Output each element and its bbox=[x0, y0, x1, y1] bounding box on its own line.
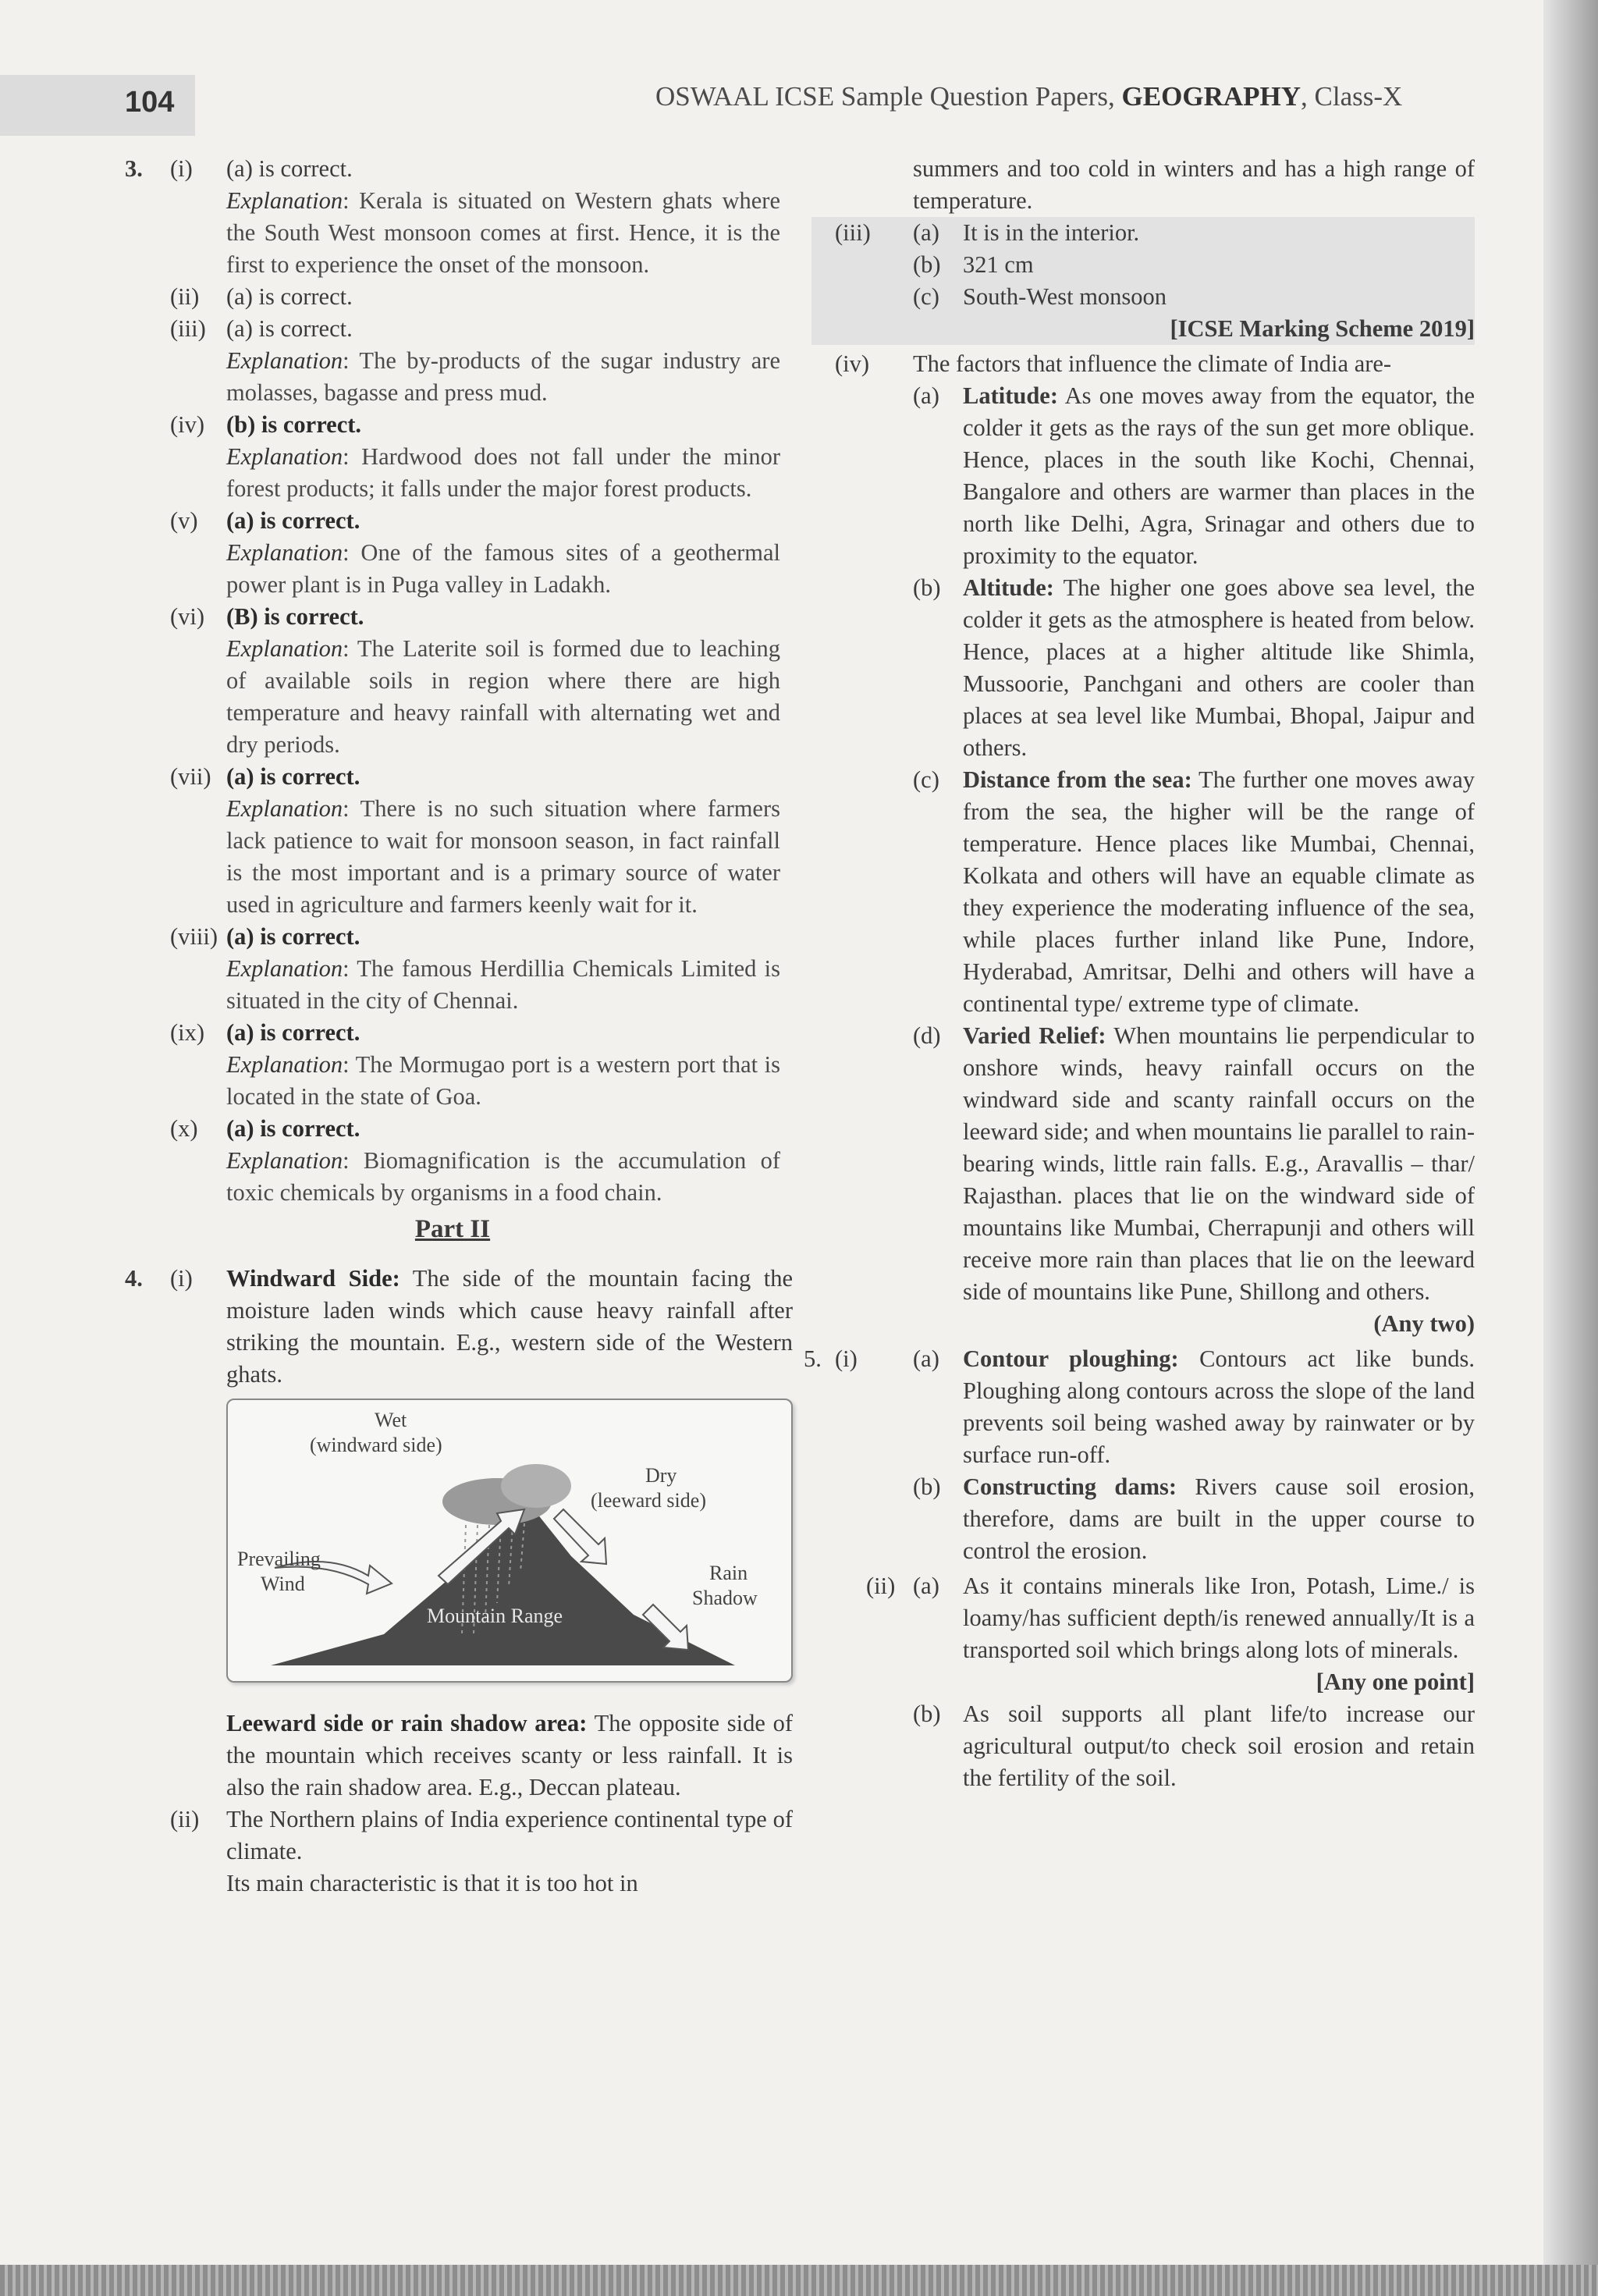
roman-number: (iv) bbox=[170, 411, 205, 438]
list-item: (c) Distance from the sea: The further one moves away from the sea, the higher will be the range of temperature. Hence places like Mumbai, Chennai, Kolkata and others will have an equable climate as they experience the moderating influence of the sea, while places further inland like Pune, Indore, Hyderabad, Amritsar, Delhi and others will have a continental type/ extreme type of climate. bbox=[913, 766, 1475, 1017]
answer-text: (a) is correct. bbox=[226, 315, 353, 342]
diagram-label-dry: Dry bbox=[645, 1464, 677, 1487]
leeward-text: The opposite side of the mountain which receives scanty or less rainfall. It is also the rain shadow area. E.g., Deccan plateau. bbox=[226, 1710, 793, 1800]
explanation-text: : The Mormugao port is a western port that is located in the state of Goa. bbox=[226, 1051, 780, 1110]
roman-number: (iii) bbox=[835, 219, 871, 246]
rain-shadow-diagram bbox=[226, 1399, 793, 1683]
roman-number: (vi) bbox=[170, 603, 205, 630]
question-number: 3. bbox=[125, 155, 143, 182]
list-item: (b) As soil supports all plant life/to increase our agricultural output/to check soil erosion and retain the fertility of the soil. bbox=[913, 1701, 1475, 1791]
leeward-label: Leeward side or rain shadow area: bbox=[226, 1710, 588, 1736]
diagram-label-shadow: Shadow bbox=[692, 1587, 758, 1609]
marking-note: [Any one point] bbox=[1316, 1669, 1475, 1695]
explanation-text: : There is no such situation where farmers lack patience to wait for monsoon season, in fact rainfall is the most important and is a primary source of water used in agriculture and farmers keenly wait for it. bbox=[226, 795, 780, 918]
answer-text: (a) is correct. bbox=[226, 155, 353, 182]
marking-scheme: [ICSE Marking Scheme 2019] bbox=[1170, 315, 1475, 342]
diagram-label-windward: (windward side) bbox=[310, 1434, 442, 1456]
question-number: 5. bbox=[804, 1345, 822, 1372]
answer-item bbox=[170, 505, 780, 601]
leeward-paragraph bbox=[226, 1708, 793, 1804]
windward-label: Windward Side: bbox=[226, 1265, 400, 1292]
explanation-text: : Kerala is situated on Western ghats where the South West monsoon comes at first. Hence, it is the first to experience the onset of the monsoon. bbox=[226, 187, 780, 278]
roman-number: (iii) bbox=[170, 315, 206, 342]
running-title-subject: GEOGRAPHY bbox=[1121, 81, 1301, 112]
roman-number: (v) bbox=[170, 507, 198, 534]
explanation bbox=[226, 185, 780, 281]
roman-number: (ix) bbox=[170, 1019, 205, 1046]
answer-item bbox=[170, 409, 780, 505]
explanation bbox=[226, 953, 780, 1017]
explanation-text: : The Laterite soil is formed due to leaching of available soils in region where there are high temperature and heavy rainfall with alternating wet and dry periods. bbox=[226, 635, 780, 758]
roman-number: (vii) bbox=[170, 763, 211, 790]
windward-text: The side of the mountain facing the moisture laden winds which cause heavy rainfall after striking the mountain. E.g., western side of the Western ghats. bbox=[226, 1265, 794, 1388]
explanation bbox=[226, 1049, 780, 1113]
page-number: 104 bbox=[125, 86, 175, 119]
answer-iv bbox=[835, 348, 1475, 1340]
page-bottom-edge bbox=[0, 2265, 1598, 2296]
running-title-prefix: OSWAAL ICSE Sample Question Papers, bbox=[655, 81, 1115, 112]
diagram-label-leeward: (leeward side) bbox=[591, 1489, 706, 1512]
explanation-text: : Hardwood does not fall under the minor forest products; it falls under the major forest products. bbox=[226, 443, 780, 502]
explanation-label: Explanation bbox=[226, 347, 343, 374]
left-column bbox=[125, 153, 794, 1900]
windward-paragraph bbox=[226, 1263, 793, 1391]
diagram-label-wind: Wind bbox=[261, 1573, 305, 1595]
book-spine-shadow bbox=[1543, 0, 1598, 2296]
continuation-text: summers and too cold in winters and has a high range of temperature. bbox=[913, 155, 1475, 214]
answer-intro: The factors that influence the climate of India are- bbox=[913, 350, 1392, 377]
explanation-label: Explanation bbox=[226, 635, 343, 662]
list-item: (a) As it contains minerals like Iron, Potash, Lime./ is loamy/has sufficient depth/is renewed annually/It is a transported soil which brings along lots of minerals. bbox=[913, 1573, 1475, 1663]
answer-text: (a) is correct. bbox=[226, 763, 360, 790]
question-number: 4. bbox=[125, 1265, 143, 1292]
roman-number: (x) bbox=[170, 1115, 198, 1142]
explanation-text: : One of the famous sites of a geothermal power plant is in Puga valley in Ladakh. bbox=[226, 539, 780, 598]
roman-number: (ii) bbox=[170, 1806, 200, 1832]
explanation bbox=[226, 441, 780, 505]
list-item: (c) South-West monsoon bbox=[913, 283, 1167, 310]
explanation-text: : The by-products of the sugar industry are molasses, bagasse and press mud. bbox=[226, 347, 780, 406]
list-item: (b) Constructing dams: Rivers cause soil erosion, therefore, dams are built in the upper course to control the erosion. bbox=[913, 1473, 1475, 1564]
explanation-label: Explanation bbox=[226, 1147, 343, 1174]
answer-item bbox=[170, 601, 780, 761]
explanation-label: Explanation bbox=[226, 1051, 343, 1078]
question-4 bbox=[125, 1263, 794, 1900]
rain-shadow-svg bbox=[228, 1400, 791, 1681]
explanation-label: Explanation bbox=[226, 955, 343, 982]
answer-text: The Northern plains of India experience continental type of climate. bbox=[226, 1806, 793, 1864]
answer-text: (b) is correct. bbox=[226, 411, 362, 438]
answer-item bbox=[170, 281, 780, 313]
list-item: (d) Varied Relief: When mountains lie perpendicular to onshore winds, heavy rainfall occurs on the windward side and scanty rainfall occurs on the leeward side; and when mountains lie parallel to rain-bearing winds, little rain falls. E.g., Aravallis – thar/ Rajasthan. places that lie on the windward side of mountains like Mumbai, Cherrapunji and others will receive more rain than places that lie on the leeward side of mountains like Pune, Shillong and others. bbox=[913, 1022, 1475, 1305]
explanation-label: Explanation bbox=[226, 443, 343, 470]
answer-item bbox=[170, 1113, 780, 1209]
explanation bbox=[226, 537, 780, 601]
explanation bbox=[226, 633, 780, 761]
diagram-label-rain: Rain bbox=[709, 1562, 748, 1584]
question-5 bbox=[804, 1343, 1475, 1794]
roman-number: (i) bbox=[170, 155, 193, 182]
answer-text: (B) is correct. bbox=[226, 603, 364, 630]
explanation-text: : The famous Herdillia Chemicals Limited is situated in the city of Chennai. bbox=[226, 955, 780, 1014]
explanation-label: Explanation bbox=[226, 539, 343, 566]
list-item: (b) Altitude: The higher one goes above sea level, the colder it gets as the atmosphere is heated from below. Hence, places at a higher altitude like Shimla, Mussoorie, Panchgani and others are cooler than places at sea level like Mumbai, Bhopal, Jaipur and others. bbox=[913, 574, 1475, 761]
answer-item bbox=[170, 1017, 780, 1113]
right-column bbox=[804, 153, 1475, 1794]
answer-text: (a) is correct. bbox=[226, 507, 360, 534]
answer-text: (a) is correct. bbox=[226, 923, 360, 950]
answer-item bbox=[170, 761, 780, 921]
list-item: (a) Contour ploughing: Contours act like bunds. Ploughing along contours across the slope of the land prevents soil being washed away by rainwater or by surface run-off. bbox=[913, 1345, 1475, 1468]
roman-number: (ii) bbox=[866, 1573, 896, 1599]
answer-text: Its main characteristic is that it is too hot in bbox=[226, 1870, 638, 1896]
answer-text: (a) is correct. bbox=[226, 1115, 360, 1142]
running-title-suffix: , Class-X bbox=[1301, 81, 1403, 112]
question-3-answers bbox=[170, 153, 780, 1209]
explanation-label: Explanation bbox=[226, 795, 343, 822]
explanation-label: Explanation bbox=[226, 187, 343, 214]
answer-item bbox=[170, 153, 780, 281]
explanation bbox=[226, 345, 780, 409]
diagram-label-wet: Wet bbox=[375, 1409, 407, 1431]
roman-number: (i) bbox=[835, 1345, 858, 1372]
list-item: (a) It is in the interior. bbox=[913, 219, 1140, 246]
roman-number: (ii) bbox=[170, 283, 200, 310]
explanation bbox=[226, 1145, 780, 1209]
explanation-text: : Biomagnification is the accumulation of toxic chemicals by organisms in a food chain. bbox=[226, 1147, 780, 1206]
answer-iii-block bbox=[811, 217, 1475, 345]
list-item: (b) 321 cm bbox=[913, 251, 1034, 278]
roman-number: (i) bbox=[170, 1265, 193, 1292]
running-title bbox=[655, 81, 1402, 112]
part-heading: Part II bbox=[414, 1215, 491, 1243]
marking-note: (Any two) bbox=[1373, 1310, 1475, 1337]
answer-item bbox=[170, 313, 780, 409]
question-3 bbox=[125, 153, 780, 1209]
diagram-label-mountain: Mountain Range bbox=[427, 1605, 563, 1627]
answer-text: (a) is correct. bbox=[226, 283, 353, 310]
answer-item bbox=[170, 921, 780, 1017]
roman-number: (viii) bbox=[170, 923, 218, 950]
explanation bbox=[226, 793, 780, 921]
answer-text: (a) is correct. bbox=[226, 1019, 360, 1046]
list-item: (a) Latitude: As one moves away from the equator, the colder it gets as the rays of the sun get more oblique. Hence, places in the south like Kochi, Chennai, Bangalore and others are warmer than places in the north like Delhi, Agra, Srinagar and others due to proximity to the equator. bbox=[913, 382, 1475, 569]
roman-number: (iv) bbox=[835, 350, 870, 377]
diagram-label-prevailing: Prevailing bbox=[237, 1548, 321, 1570]
